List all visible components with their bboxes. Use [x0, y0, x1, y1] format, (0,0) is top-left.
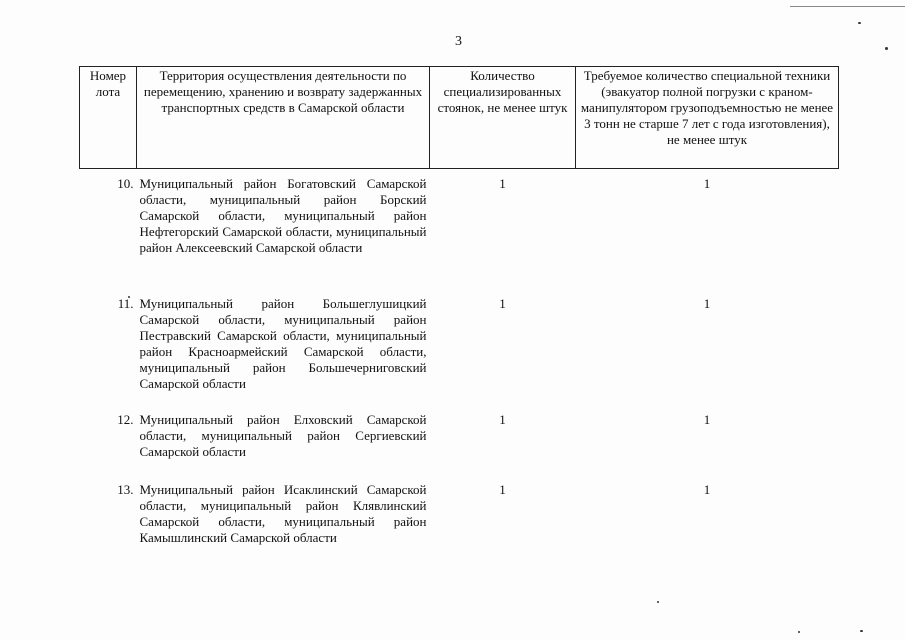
scan-speck	[860, 630, 863, 632]
lot-number: 11.	[117, 296, 134, 311]
scan-speck	[858, 22, 861, 24]
table-header-row	[80, 67, 839, 169]
parking-count: 1	[499, 482, 506, 497]
lot-number: 13.	[117, 482, 134, 497]
parking-count: 1	[499, 176, 506, 191]
territory-text: Муниципальный район Исаклинский Самарской области, муниципальный район Клявлинский Самарской области, муниципальный район Камышлинский Самарской области	[139, 482, 427, 545]
scan-speck	[885, 47, 888, 50]
parking-count: 1	[499, 296, 506, 311]
scan-edge-line	[790, 6, 905, 7]
table-row	[80, 278, 839, 394]
lots-table	[79, 66, 839, 562]
table-row	[80, 464, 839, 562]
table-row	[80, 169, 839, 279]
scan-speck	[657, 601, 659, 603]
vehicle-count: 1	[703, 296, 711, 311]
table-row	[80, 394, 839, 464]
parking-count: 1	[499, 412, 506, 427]
header-vehicle-count: Требуемое количество специальной техники (эвакуатор полной погрузки с краном-манипулятором грузоподъемностью не менее 3 тонн не старше 7 лет с года изготовления), не менее штук	[576, 67, 839, 169]
header-parking-count: Количество специализированных стоянок, не менее штук	[430, 67, 576, 169]
vehicle-count: 1	[703, 412, 711, 427]
header-lot-number: Номер лота	[80, 67, 137, 169]
lot-number: 10.	[117, 176, 134, 191]
page-number: 3	[455, 34, 462, 49]
lot-number: 12.	[117, 412, 134, 427]
vehicle-count: 1	[703, 176, 711, 191]
territory-text: Муниципальный район Богатовский Самарской области, муниципальный район Борский Самарской области, муниципальный район Нефтегорский Самарской области, муниципальный район Алексеевский Самарской области	[139, 176, 427, 255]
vehicle-count: 1	[703, 482, 711, 497]
scan-speck	[798, 631, 800, 633]
header-territory: Территория осуществления деятельности по перемещению, хранению и возврату задержанных транспортных средств в Самарской области	[137, 67, 430, 169]
territory-text: Муниципальный район Большеглушицкий Самарской области, муниципальный район Пестравский Самарской области, муниципальный район Красноармейский Самарской области, муниципальный район Большечерниговский Самарской области	[139, 296, 427, 391]
territory-text: Муниципальный район Елховский Самарской области, муниципальный район Сергиевский Самарской области	[139, 412, 427, 459]
